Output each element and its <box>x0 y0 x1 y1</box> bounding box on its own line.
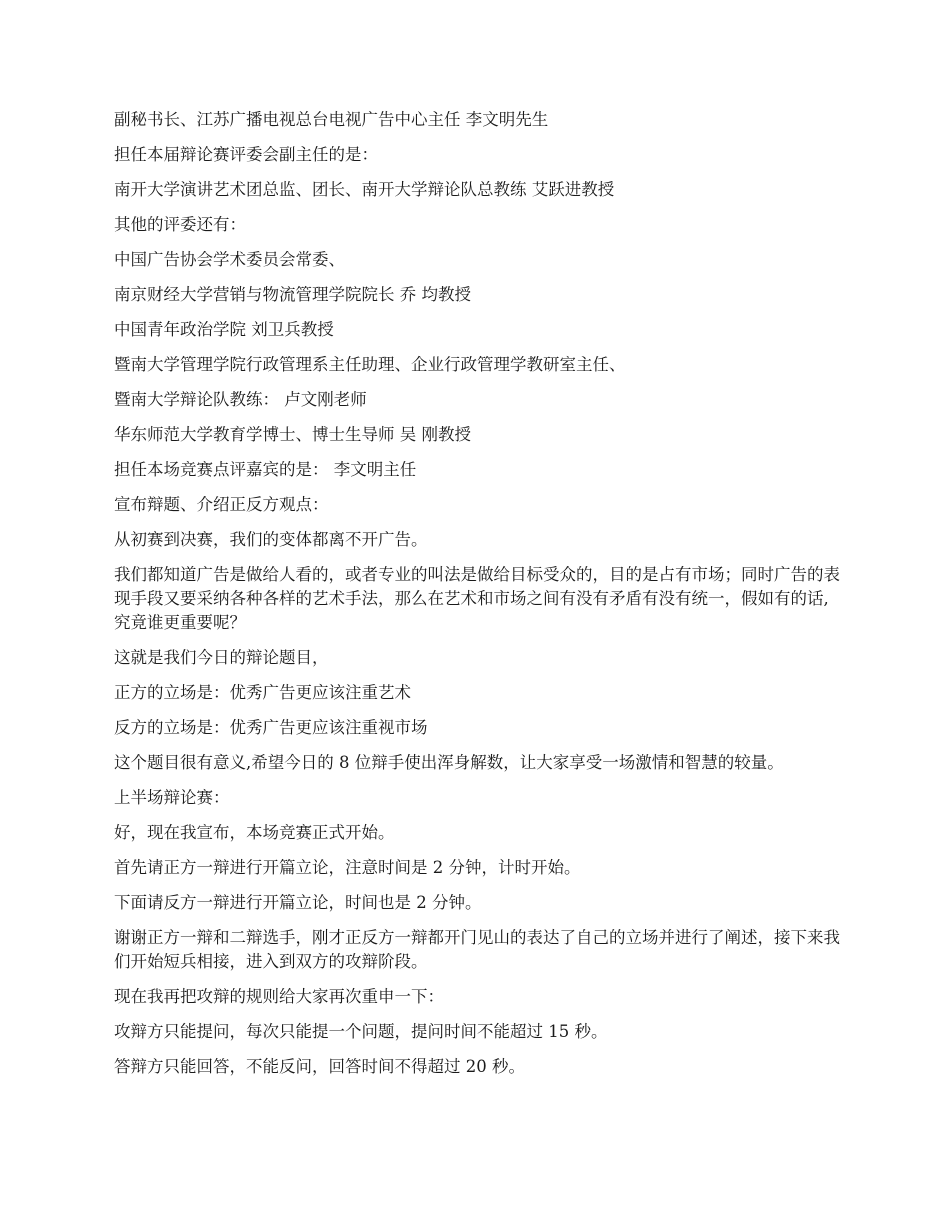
paragraph-ad-association: 中国广告协会学术委员会常委、 <box>114 250 345 269</box>
paragraph-questioner-rule: 攻辩方只能提问，每次只能提一个问题，提问时间不能超过 15 秒。 <box>114 1022 608 1041</box>
paragraph-wu-gang: 华东师范大学教育学博士、博士生导师 吴 刚教授 <box>114 425 471 444</box>
paragraph-jinan-admin: 暨南大学管理学院行政管理系主任助理、企业行政管理学教研室主任、 <box>114 355 626 374</box>
paragraph-today-topic: 这就是我们今日的辩论题目， <box>114 648 329 667</box>
paragraph-commentator: 担任本场竞赛点评嘉宾的是： 李文明主任 <box>114 460 417 479</box>
paragraph-art-vs-market: 我们都知道广告是做给人看的，或者专业的叫法是做给目标受众的，目的是占有市场；同时广告的表现手段又要采纳各种各样的艺术手法，那么在艺术和市场之间有没有矛盾有没有统一，假如有的话,究竟谁更重要呢？ <box>114 565 840 632</box>
paragraph-answerer-rule: 答辩方只能回答，不能反问，回答时间不得超过 20 秒。 <box>114 1057 525 1076</box>
paragraph-start-announcement: 好，现在我宣布，本场竞赛正式开始。 <box>114 823 395 842</box>
paragraph-vice-director-intro: 担任本届辩论赛评委会副主任的是： <box>114 145 378 164</box>
paragraph-from-prelim: 从初赛到决赛，我们的变体都离不开广告。 <box>114 530 428 549</box>
paragraph-ai-yuejin: 南开大学演讲艺术团总监、团长、南开大学辩论队总教练 艾跃进教授 <box>114 180 615 199</box>
paragraph-other-judges: 其他的评委还有： <box>114 215 246 234</box>
paragraph-rules-restate: 现在我再把攻辩的规则给大家再次重申一下： <box>114 987 444 1006</box>
paragraph-con-opening: 下面请反方一辩进行开篇立论，时间也是 2 分钟。 <box>114 893 482 912</box>
paragraph-announce-topic: 宣布辩题、介绍正反方观点： <box>114 495 329 514</box>
paragraph-vice-secretary: 副秘书长、江苏广播电视总台电视广告中心主任 李文明先生 <box>114 110 549 129</box>
paragraph-cross-exam-intro: 谢谢正方一辩和二辩选手，刚才正反方一辩都开门见山的表达了自己的立场并进行了阐述，接下来我们开始短兵相接，进入到双方的攻辩阶段。 <box>114 928 840 971</box>
paragraph-con-position: 反方的立场是：优秀广告更应该注重视市场 <box>114 718 428 737</box>
paragraph-liu-weibing: 中国青年政治学院 刘卫兵教授 <box>114 320 334 339</box>
paragraph-pro-position: 正方的立场是：优秀广告更应该注重艺术 <box>114 683 411 702</box>
paragraph-lu-wengang: 暨南大学辩论队教练： 卢文刚老师 <box>114 390 367 409</box>
document-body <box>114 108 842 1090</box>
paragraph-first-half: 上半场辩论赛： <box>114 788 230 807</box>
paragraph-meaningful-topic: 这个题目很有意义,希望今日的 8 位辩手使出浑身解数，让大家享受一场激情和智慧的较量。 <box>114 753 784 772</box>
paragraph-pro-opening: 首先请正方一辩进行开篇立论，注意时间是 2 分钟，计时开始。 <box>114 858 581 877</box>
paragraph-qiao-jun: 南京财经大学营销与物流管理学院院长 乔 均教授 <box>114 285 471 304</box>
